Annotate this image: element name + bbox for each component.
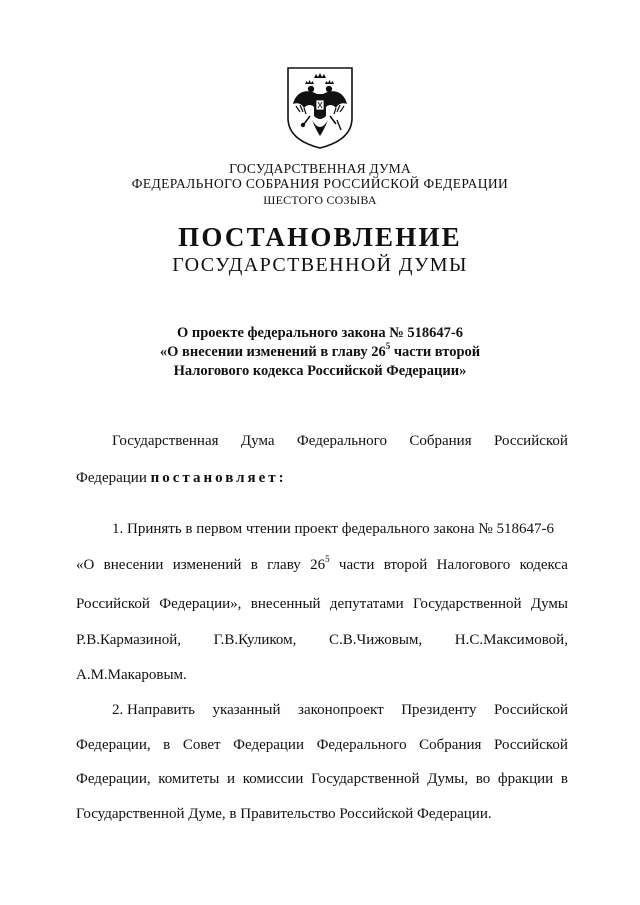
org-name-line-1: ГОСУДАРСТВЕННАЯ ДУМА bbox=[229, 161, 411, 176]
item1-line-4: Р.В.Кармазиной, Г.В.Куликом, С.В.Чижовым, Н.С.Максимовой, bbox=[76, 632, 568, 648]
item1-line-3: Российской Федерации», внесенный депутатами Государственной Думы bbox=[76, 596, 568, 612]
item2-line-3: Федерации, комитеты и комиссии Государственной Думы, во фракции в bbox=[76, 771, 568, 787]
preamble-line-1 bbox=[112, 433, 568, 450]
word: Собрания bbox=[409, 433, 472, 449]
preamble-line-2: Федерации постановляет: bbox=[76, 470, 287, 486]
item1-line-1: 1. Принять в первом чтении проект федерального закона № 518647-6 bbox=[112, 521, 554, 537]
subject-line-2: «О внесении изменений в главу $26^5$ части второй bbox=[159, 341, 481, 360]
resolves-keyword: постановляет: bbox=[150, 470, 287, 486]
document-type-title: ПОСТАНОВЛЕНИЕ bbox=[178, 222, 462, 252]
item2-line-1: 2. Направить указанный законопроект Президенту Российской bbox=[112, 702, 568, 718]
item2-line-4: Государственной Думе, в Правительство Российской Федерации. bbox=[76, 806, 492, 822]
issuer-title: ГОСУДАРСТВЕННОЙ ДУМЫ bbox=[172, 254, 468, 276]
item1-line-2: «О внесении изменений в главу $26^5$ части второй Налогового кодекса bbox=[76, 554, 568, 573]
word: Государственная bbox=[112, 433, 219, 449]
coat-of-arms-icon bbox=[284, 64, 356, 150]
item2-line-2: Федерации, в Совет Федерации Федерального Собрания Российской bbox=[76, 737, 568, 753]
subject-line-3: Налогового кодекса Российской Федерации» bbox=[173, 363, 467, 379]
convocation: ШЕСТОГО СОЗЫВА bbox=[263, 193, 377, 207]
word: Российской bbox=[494, 433, 568, 449]
org-name-line-2: ФЕДЕРАЛЬНОГО СОБРАНИЯ РОССИЙСКОЙ ФЕДЕРАЦИИ bbox=[131, 176, 509, 191]
word: Дума bbox=[240, 433, 275, 449]
subject-line-1: О проекте федерального закона № 518647-6 bbox=[176, 325, 464, 341]
word: Федерального bbox=[296, 433, 387, 449]
item1-line-5: А.М.Макаровым. bbox=[76, 667, 187, 683]
